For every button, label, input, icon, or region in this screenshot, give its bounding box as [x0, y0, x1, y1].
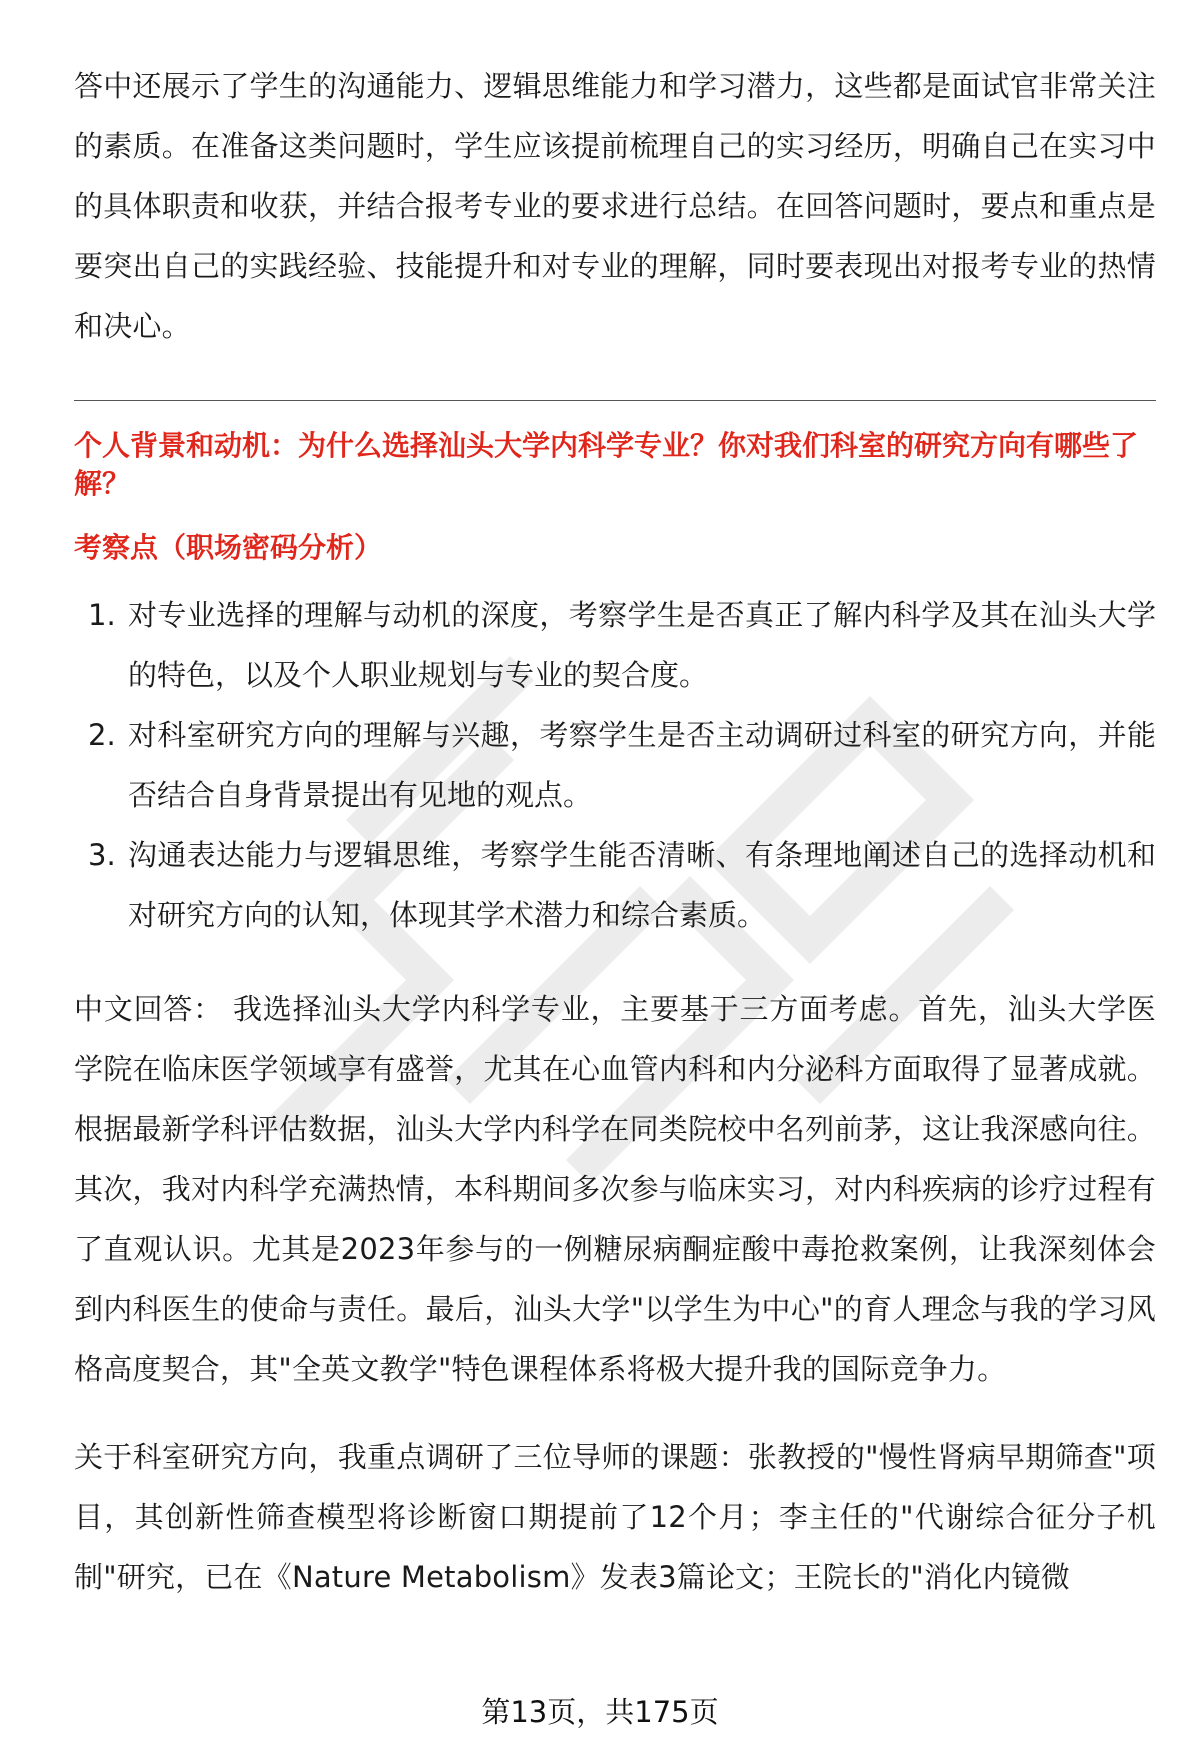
list-text: 沟通表达能力与逻辑思维，考察学生能否清晰、有条理地阐述自己的选择动机和对研究方向的认知，体现其学术潜力和综合素质。 — [128, 838, 1156, 932]
list-number: 1. — [88, 598, 116, 632]
document-body — [74, 56, 1156, 1607]
list-text: 对专业选择的理解与动机的深度，考察学生是否真正了解内科学及其在汕头大学的特色，以及个人职业规划与专业的契合度。 — [128, 598, 1156, 692]
list-number: 2. — [88, 718, 116, 752]
research-paragraph: 关于科室研究方向，我重点调研了三位导师的课题：张教授的"慢性肾病早期筛查"项目，其创新性筛查模型将诊断窗口期提前了12个月；李主任的"代谢综合征分子机制"研究，已在《Nature Metabolism》发表3篇论文；王院长的"消化内镜微 — [74, 1440, 1156, 1594]
list-item — [74, 585, 1156, 705]
section-divider — [74, 400, 1156, 401]
assessment-heading: 考察点（职场密码分析） — [74, 531, 383, 564]
intro-paragraph: 答中还展示了学生的沟通能力、逻辑思维能力和学习潜力，这些都是面试官非常关注的素质。在准备这类问题时，学生应该提前梳理自己的实习经历，明确自己在实习中的具体职责和收获，并结合报考专业的要求进行总结。在回答问题时，要点和重点是要突出自己的实践经验、技能提升和对专业的理解，同时要表现出对报考专业的热情和决心。 — [74, 69, 1156, 343]
list-item — [74, 705, 1156, 825]
answer-paragraph: 中文回答： 我选择汕头大学内科学专业，主要基于三方面考虑。首先，汕头大学医学院在临床医学领域享有盛誉，尤其在心血管内科和内分泌科方面取得了显著成就。根据最新学科评估数据，汕头大学内科学在同类院校中名列前茅，这让我深感向往。其次，我对内科学充满热情，本科期间多次参与临床实习，对内科疾病的诊疗过程有了直观认识。尤其是2023年参与的一例糖尿病酮症酸中毒抢救案例，让我深刻体会到内科医生的使命与责任。最后，汕头大学"以学生为中心"的育人理念与我的学习风格高度契合，其"全英文教学"特色课程体系将极大提升我的国际竞争力。 — [74, 992, 1156, 1386]
page-number-footer: 第13页，共175页 — [481, 1695, 719, 1729]
list-number: 3. — [88, 838, 116, 872]
list-item — [74, 825, 1156, 945]
assessment-list — [74, 585, 1156, 945]
question-heading: 个人背景和动机：为什么选择汕头大学内科学专业？你对我们科室的研究方向有哪些了解？ — [74, 429, 1139, 500]
list-text: 对科室研究方向的理解与兴趣，考察学生是否主动调研过科室的研究方向，并能否结合自身背景提出有见地的观点。 — [128, 718, 1156, 812]
